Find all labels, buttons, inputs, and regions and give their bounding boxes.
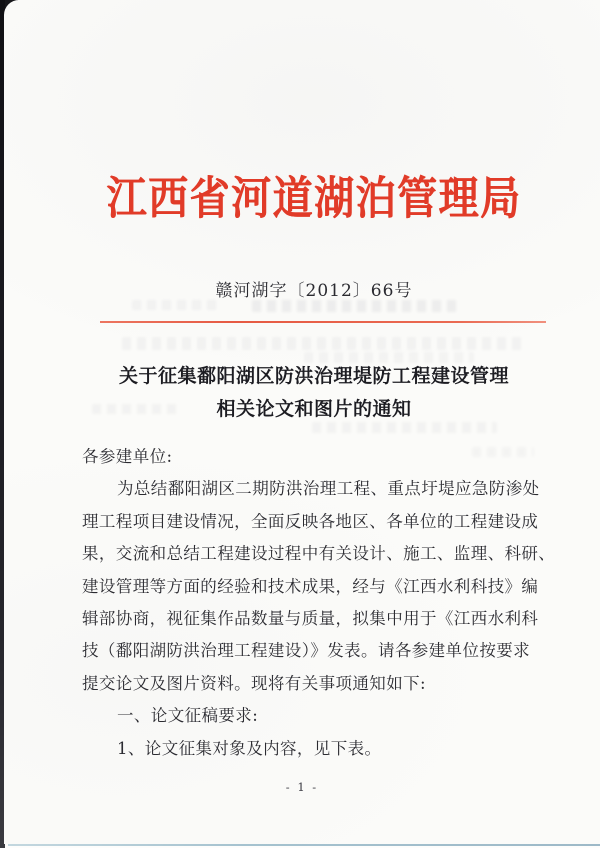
document-number: 赣河湖字〔2012〕66号 [215, 281, 413, 301]
list-item: 1、论文征集对象及内容，见下表。 [117, 738, 382, 758]
page-number: - 1 - [285, 780, 319, 794]
document-body [82, 441, 556, 765]
body-line: 提交论文及图片资料。现将有关事项通知如下: [82, 673, 426, 693]
document-title-line1: 关于征集鄱阳湖区防洪治理堤防工程建设管理 [118, 365, 509, 387]
document-title-line2: 相关论文和图片的通知 [216, 398, 412, 420]
document-paper [4, 0, 600, 844]
ghost-smudge [252, 300, 457, 312]
scan-bottom-edge-artifact [8, 844, 600, 846]
document-title [82, 360, 546, 426]
body-line: 技（鄱阳湖防洪治理工程建设）》发表。请各参建单位按要求 [82, 641, 531, 661]
body-line: 果，交流和总结工程建设过程中有关设计、施工、监理、科研、 [82, 544, 556, 564]
body-line: 理工程项目建设情况，全面反映各地区、各单位的工程建设成 [82, 511, 539, 531]
agency-header-title: 江西省河道湖泊管理局 [106, 171, 522, 225]
body-line: 为总结鄱阳湖区二期防洪治理工程、重点圩堤应急防渗处 [117, 479, 540, 499]
red-divider-line [100, 321, 546, 323]
salutation: 各参建单位: [82, 447, 173, 466]
ghost-smudge [132, 300, 217, 310]
body-line: 辑部协商，视征集作品数量与质量，拟集中用于《江西水利科 [82, 609, 539, 629]
section-heading: 一、论文征稿要求: [117, 706, 259, 726]
ghost-smudge [122, 337, 522, 350]
body-line: 建设管理等方面的经验和技术成果，经与《江西水利科技》编 [82, 576, 539, 596]
